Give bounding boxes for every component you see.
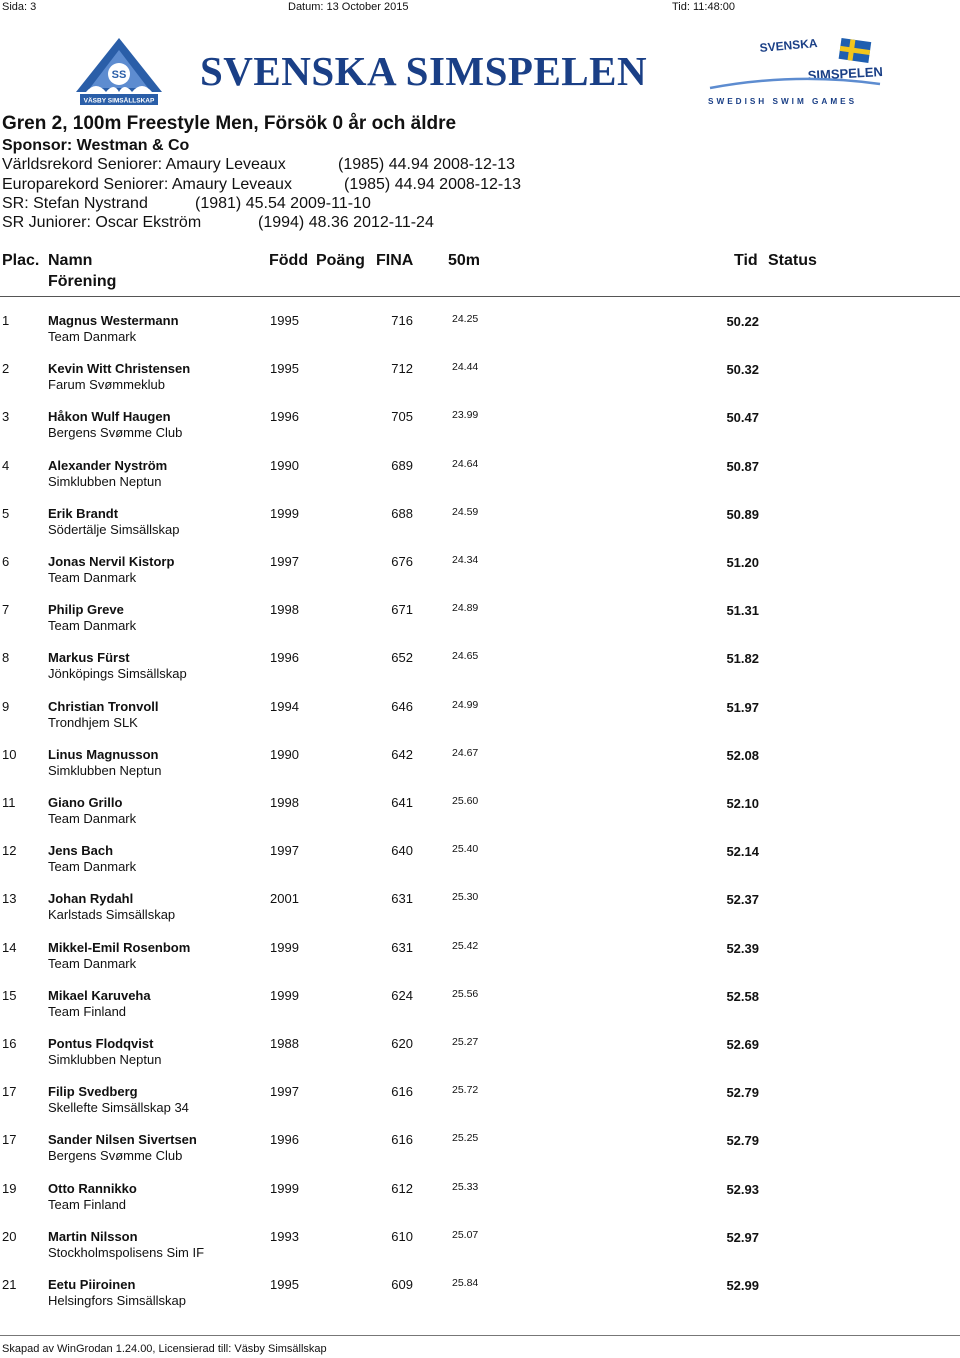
result-club: Skellefte Simsällskap 34: [48, 1100, 189, 1116]
result-plac: 2: [2, 361, 10, 377]
vasby-simsallskap-logo: [74, 36, 164, 106]
result-club: Helsingfors Simsällskap: [48, 1293, 186, 1308]
result-fodd: 2001: [270, 891, 299, 907]
result-split: 24.64: [452, 457, 479, 470]
result-poang: 712: [391, 361, 413, 377]
result-plac: 6: [2, 554, 10, 569]
result-poang: 624: [391, 987, 413, 1003]
result-club: Team Danmark: [48, 811, 137, 826]
result-row: [0, 597, 960, 645]
result-row: [0, 886, 960, 934]
record-label: Europarekord Seniorer: Amaury Leveaux: [2, 176, 292, 193]
result-tid: 52.08: [726, 747, 759, 763]
result-row: [0, 983, 960, 1031]
result-club: Bergens Svømme Club: [48, 1148, 183, 1164]
result-row: [0, 790, 960, 838]
result-tid: 50.32: [726, 362, 759, 378]
result-plac: 4: [2, 457, 10, 473]
svenska-simspelen-title: SVENSKA SIMSPELEN: [200, 48, 648, 94]
result-tid: 52.58: [726, 988, 759, 1004]
record-detail: (1981) 45.54 2009-11-10: [195, 195, 371, 212]
print-time: Tid: 11:48:00: [672, 1, 735, 13]
svenska-simspelen-logo: [700, 36, 890, 108]
result-namn: Jens Bach: [48, 843, 114, 859]
result-plac: 7: [2, 602, 10, 618]
result-namn: Alexander Nyström: [48, 457, 168, 473]
record-europe: [2, 176, 522, 194]
record-detail: (1985) 44.94 2008-12-13: [344, 176, 522, 193]
result-poang: 642: [391, 746, 413, 762]
page-header-bar: [0, 0, 960, 14]
result-split: 25.30: [452, 891, 479, 904]
result-poang: 610: [391, 1228, 413, 1244]
print-date: Datum: 13 October 2015: [288, 1, 409, 13]
result-row: [0, 308, 960, 356]
result-tid: 52.99: [726, 1278, 759, 1293]
ss-logo-tagline: SWEDISH SWIM GAMES: [708, 97, 858, 106]
result-tid: 51.82: [726, 651, 759, 667]
result-tid: 52.69: [726, 1037, 759, 1052]
col-fina: FINA: [376, 252, 414, 269]
result-poang: 612: [391, 1180, 413, 1196]
result-row: [0, 935, 960, 983]
result-row: [0, 694, 960, 742]
result-split: 25.84: [452, 1277, 479, 1289]
result-fodd: 1990: [270, 746, 299, 762]
record-label: SR: Stefan Nystrand: [2, 195, 148, 212]
result-plac: 21: [2, 1277, 17, 1292]
result-namn: Eetu Piiroinen: [48, 1277, 136, 1292]
result-split: 25.25: [452, 1132, 479, 1145]
result-namn: Philip Greve: [48, 602, 124, 618]
result-split: 24.67: [452, 746, 479, 759]
result-poang: 646: [391, 698, 413, 714]
col-poang: Poäng: [316, 252, 365, 269]
result-tid: 50.89: [726, 506, 759, 522]
result-row: [0, 1272, 960, 1320]
result-plac: 19: [2, 1180, 17, 1196]
result-fodd: 1999: [270, 505, 299, 521]
result-tid: 52.14: [726, 844, 759, 860]
result-namn: Christian Tronvoll: [48, 698, 159, 714]
result-club: Simklubben Neptun: [48, 473, 162, 489]
result-fodd: 1996: [270, 1132, 299, 1148]
result-club: Team Finland: [48, 1003, 127, 1019]
result-poang: 620: [391, 1036, 413, 1051]
result-club: Team Danmark: [48, 570, 137, 585]
result-split: 24.25: [452, 313, 479, 325]
result-row: [0, 1127, 960, 1175]
result-poang: 716: [391, 313, 413, 328]
result-poang: 616: [391, 1084, 413, 1100]
result-row: [0, 1079, 960, 1127]
result-tid: 52.93: [726, 1181, 759, 1197]
result-row: [0, 356, 960, 404]
vasby-logo-initials: SS: [111, 69, 127, 81]
result-namn: Johan Rydahl: [48, 891, 134, 907]
result-namn: Linus Magnusson: [48, 746, 159, 762]
result-poang: 652: [391, 650, 413, 666]
result-club: Team Danmark: [48, 329, 137, 344]
result-fodd: 1995: [270, 313, 299, 328]
result-plac: 14: [2, 939, 17, 955]
result-row: [0, 1176, 960, 1224]
result-poang: 641: [391, 795, 413, 810]
result-poang: 705: [391, 409, 413, 425]
result-tid: 52.79: [726, 1085, 759, 1101]
result-tid: 51.31: [726, 603, 759, 619]
result-tid: 50.87: [726, 458, 759, 474]
result-tid: 52.39: [726, 940, 759, 956]
result-plac: 17: [2, 1132, 17, 1148]
result-row: [0, 1031, 960, 1079]
record-label: Världsrekord Seniorer: Amaury Leveaux: [2, 156, 286, 173]
result-plac: 17: [2, 1084, 17, 1100]
result-club: Team Danmark: [48, 859, 137, 875]
result-fodd: 1993: [270, 1228, 299, 1244]
col-tid: Tid: [734, 252, 758, 269]
result-row: [0, 645, 960, 693]
event-sponsor: Sponsor: Westman & Co: [2, 137, 190, 154]
result-tid: 52.79: [726, 1133, 759, 1149]
result-namn: Kevin Witt Christensen: [48, 361, 191, 377]
result-poang: 671: [391, 602, 413, 618]
result-namn: Magnus Westermann: [48, 313, 179, 328]
result-namn: Jonas Nervil Kistorp: [48, 554, 175, 569]
result-namn: Håkon Wulf Haugen: [48, 409, 171, 425]
result-split: 24.44: [452, 361, 479, 374]
result-club: Team Finland: [48, 1196, 127, 1212]
result-plac: 20: [2, 1228, 17, 1244]
result-row: [0, 501, 960, 549]
result-fodd: 1998: [270, 795, 299, 810]
result-club: Team Danmark: [48, 955, 137, 971]
result-row: [0, 549, 960, 597]
result-split: 25.72: [452, 1084, 479, 1097]
result-poang: 631: [391, 939, 413, 955]
result-club: Bergens Svømme Club: [48, 425, 183, 441]
result-split: 24.59: [452, 505, 479, 518]
result-namn: Erik Brandt: [48, 505, 119, 521]
result-split: 25.60: [452, 795, 479, 807]
result-fodd: 1998: [270, 602, 299, 618]
result-poang: 676: [391, 554, 413, 569]
result-split: 25.33: [452, 1180, 479, 1193]
result-row: [0, 453, 960, 501]
result-namn: Martin Nilsson: [48, 1228, 138, 1244]
result-split: 25.56: [452, 987, 479, 1000]
result-poang: 640: [391, 843, 413, 859]
result-split: 24.89: [452, 602, 479, 615]
result-fodd: 1995: [270, 361, 299, 377]
result-club: Simklubben Neptun: [48, 1052, 162, 1067]
result-tid: 52.37: [726, 892, 759, 908]
result-club: Stockholmspolisens Sim IF: [48, 1244, 205, 1260]
result-poang: 689: [391, 457, 413, 473]
result-fodd: 1997: [270, 843, 299, 859]
result-namn: Mikael Karuveha: [48, 987, 151, 1003]
record-swedish-junior: [2, 214, 434, 232]
result-namn: Giano Grillo: [48, 795, 123, 810]
result-poang: 631: [391, 891, 413, 907]
result-tid: 52.10: [726, 796, 759, 811]
footer-divider: [0, 1335, 960, 1336]
record-world: [2, 156, 516, 174]
col-plac: Plac.: [2, 252, 40, 269]
result-row: [0, 1224, 960, 1272]
result-fodd: 1999: [270, 939, 299, 955]
result-plac: 9: [2, 698, 10, 714]
result-tid: 51.20: [726, 555, 759, 570]
result-tid: 51.97: [726, 699, 759, 715]
result-split: 25.42: [452, 939, 479, 952]
footer-credit: Skapad av WinGrodan 1.24.00, Licensierad till: Väsby Simsällskap: [2, 1343, 327, 1355]
result-fodd: 1999: [270, 1180, 299, 1196]
result-plac: 3: [2, 409, 10, 425]
result-split: 24.65: [452, 650, 479, 663]
result-plac: 12: [2, 843, 17, 859]
result-plac: 8: [2, 650, 10, 666]
result-split: 23.99: [452, 409, 479, 422]
result-poang: 688: [391, 505, 413, 521]
result-fodd: 1996: [270, 650, 299, 666]
col-50m: 50m: [448, 252, 481, 269]
result-fodd: 1988: [270, 1036, 299, 1051]
result-club: Karlstads Simsällskap: [48, 907, 176, 923]
result-row: [0, 404, 960, 452]
col-status: Status: [768, 252, 817, 269]
col-namn: Namn: [48, 252, 93, 269]
result-fodd: 1990: [270, 457, 299, 473]
result-plac: 16: [2, 1036, 17, 1051]
result-split: 24.99: [452, 698, 479, 711]
result-club: Simklubben Neptun: [48, 762, 162, 778]
result-plac: 11: [2, 795, 16, 810]
col-fodd: Född: [269, 252, 309, 269]
result-tid: 50.47: [726, 410, 759, 426]
result-plac: 13: [2, 891, 17, 907]
result-namn: Pontus Flodqvist: [48, 1036, 154, 1051]
result-club: Jönköpings Simsällskap: [48, 666, 187, 682]
result-namn: Filip Svedberg: [48, 1084, 138, 1100]
result-plac: 10: [2, 746, 17, 762]
result-plac: 1: [2, 313, 10, 328]
result-poang: 609: [391, 1277, 413, 1292]
result-club: Farum Svømmeklub: [48, 377, 166, 393]
record-label: SR Juniorer: Oscar Ekström: [2, 214, 202, 231]
result-fodd: 1997: [270, 554, 299, 569]
record-detail: (1994) 48.36 2012-11-24: [258, 214, 434, 231]
result-fodd: 1995: [270, 1277, 299, 1292]
page-number: Sida: 3: [2, 1, 37, 13]
result-fodd: 1994: [270, 698, 299, 714]
header-divider: [0, 296, 960, 297]
result-namn: Sander Nilsen Sivertsen: [48, 1132, 197, 1148]
result-tid: 50.22: [726, 314, 759, 329]
record-detail: (1985) 44.94 2008-12-13: [338, 156, 516, 173]
result-row: [0, 838, 960, 886]
result-fodd: 1997: [270, 1084, 299, 1100]
event-title: Gren 2, 100m Freestyle Men, Försök 0 år och äldre: [2, 113, 457, 134]
result-tid: 52.97: [726, 1229, 759, 1245]
ss-logo-svenska: SVENSKA: [759, 36, 819, 55]
result-row: [0, 742, 960, 790]
record-swedish: [2, 195, 371, 213]
result-split: 25.40: [452, 843, 479, 856]
result-plac: 5: [2, 505, 10, 521]
result-club: Södertälje Simsällskap: [48, 521, 180, 537]
result-poang: 616: [391, 1132, 413, 1148]
ss-logo-simspelen: SIMSPELEN: [807, 64, 884, 83]
result-namn: Markus Fürst: [48, 650, 130, 666]
result-club: Trondhjem SLK: [48, 714, 138, 730]
result-split: 25.07: [452, 1228, 479, 1241]
result-split: 24.34: [452, 554, 479, 566]
result-split: 25.27: [452, 1036, 479, 1048]
result-club: Team Danmark: [48, 618, 137, 634]
result-plac: 15: [2, 987, 17, 1003]
result-namn: Mikkel-Emil Rosenbom: [48, 939, 191, 955]
result-namn: Otto Rannikko: [48, 1180, 137, 1196]
result-fodd: 1999: [270, 987, 299, 1003]
result-fodd: 1996: [270, 409, 299, 425]
col-forening: Förening: [48, 273, 117, 290]
vasby-logo-text: VÄSBY SIMSÄLLSKAP: [83, 97, 155, 105]
